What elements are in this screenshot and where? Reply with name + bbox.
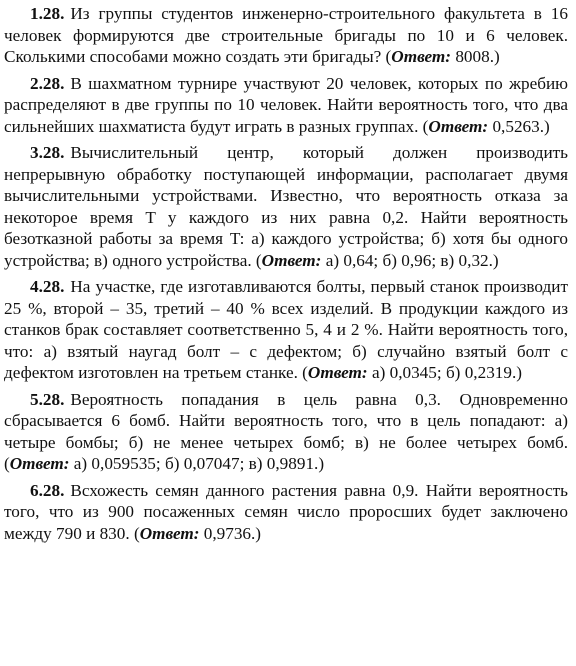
answer-label: Ответ: [139, 523, 200, 543]
answer-value: 8008.) [451, 47, 500, 66]
problem-4-28 [4, 276, 568, 384]
problem-number: 1.28. [30, 4, 65, 23]
answer-label: Ответ: [9, 454, 70, 473]
answer-label: Ответ: [307, 363, 368, 382]
problem-6-28 [4, 480, 568, 545]
problem-1-28 [4, 3, 568, 68]
answer-value: а) 0,0345; б) 0,2319.) [367, 363, 522, 382]
problem-number: 2.28. [30, 73, 65, 93]
problem-text: Вычислительный центр, который должен производить непрерывную обработку поступающей информации, располагает двумя вычислительными устройствами. Известно, что вероятность отказа за некоторое время T у каждого из них равна 0,2. Найти вероятность безотказной работы за время T: а) каждого устройства; б) хотя бы одного устройства; в) одного устройства. ( [4, 143, 568, 270]
problem-number: 5.28. [30, 389, 65, 409]
problem-number: 4.28. [30, 277, 65, 296]
problem-5-28 [4, 389, 568, 475]
problem-text: В шахматном турнире участвуют 20 человек, которых по жребию распределяют в две группы по 10 человек. Найти вероятность того, что два сильнейших шахматиста будут играть в разных группах. ( [4, 73, 568, 136]
answer-label: Ответ: [261, 250, 322, 270]
answer-value: а) 0,059535; б) 0,07047; в) 0,9891.) [69, 454, 325, 473]
problem-3-28 [4, 142, 568, 271]
problem-text: Из группы студентов инженерно-строительного факультета в 16 человек формируются две строительные бригады по 10 и 6 человек. Сколькими способами можно создать эти бригады? ( [4, 4, 568, 66]
answer-label: Ответ: [428, 116, 489, 136]
problem-number: 6.28. [30, 480, 65, 500]
answer-value: 0,9736.) [199, 523, 262, 543]
problem-text: Всхожесть семян данного растения равна 0,9. Найти вероятность того, что из 900 посаженных семян число проросших будет заключено между 790 и 830. ( [4, 480, 568, 543]
answer-value: 0,5263.) [488, 116, 550, 136]
problem-text: На участке, где изготавливаются болты, первый станок производит 25 %, второй – 35, третий – 40 % всех изделий. В продукции каждого из станков брак составляет соответственно 5, 4 и 2 %. Найти вероятность того, что: а) взятый наугад болт – с дефектом; б) случайно взятый болт с дефектом изготовлен на третьем станке. ( [4, 277, 568, 382]
problem-text: Вероятность попадания в цель равна 0,3. Одновременно сбрасывается 6 бомб. Найти вероятность того, что в цель попадают: а) четыре бомбы; б) не менее четырех бомб; в) не более четырех бомб. ( [4, 389, 568, 473]
answer-label: Ответ: [391, 47, 452, 66]
problem-number: 3.28. [30, 143, 65, 162]
answer-value: а) 0,64; б) 0,96; в) 0,32.) [321, 250, 499, 270]
problem-2-28 [4, 73, 568, 138]
